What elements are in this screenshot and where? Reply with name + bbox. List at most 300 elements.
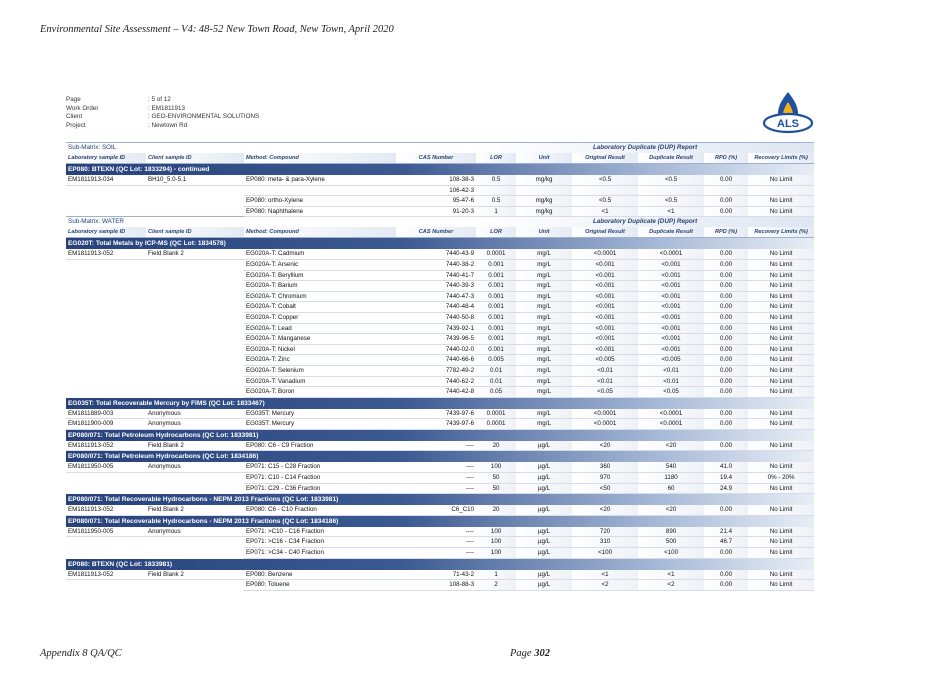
lor: 0.001 — [476, 270, 516, 281]
lab-sample-id — [66, 473, 146, 484]
client-sample-id — [146, 548, 244, 559]
table-row — [66, 259, 814, 270]
lor: 20 — [476, 441, 516, 451]
cas-number: 7440-66-6 — [396, 355, 476, 366]
cas-number: 7440-48-4 — [396, 302, 476, 313]
cas-number: 7440-38-2 — [396, 259, 476, 270]
unit: mg/L — [516, 355, 572, 366]
lor: 0.5 — [476, 175, 516, 185]
recovery-limits: No Limit — [748, 334, 814, 345]
original-result: <0.01 — [572, 365, 638, 376]
column-header-compound: Method: Compound — [244, 153, 396, 164]
column-header-original-result: Original Result — [572, 153, 638, 164]
rpd: 0.00 — [704, 344, 748, 355]
section-header — [66, 429, 814, 441]
client-sample-id — [146, 376, 244, 387]
duplicate-result: <0.001 — [638, 323, 704, 334]
table-row — [66, 419, 814, 430]
rpd: 46.7 — [704, 537, 748, 548]
meta-label: Project — [66, 121, 86, 129]
table-row — [66, 505, 814, 515]
cas-number: ---- — [396, 548, 476, 559]
original-result: 720 — [572, 527, 638, 537]
unit: mg/L — [516, 419, 572, 430]
cas-number: C6_C10 — [396, 505, 476, 515]
document-footer-page — [510, 648, 550, 659]
duplicate-result: 540 — [638, 462, 704, 472]
sub-matrix-label: Sub-Matrix: SOIL — [66, 143, 476, 154]
duplicate-result: <0.01 — [638, 365, 704, 376]
duplicate-result — [638, 185, 704, 196]
client-sample-id: Field Blank 2 — [146, 505, 244, 515]
compound: EG020A-T: Arsenic — [244, 259, 396, 270]
section-header — [66, 558, 814, 570]
original-result: <100 — [572, 548, 638, 559]
table-row — [66, 344, 814, 355]
original-result: <0.001 — [572, 334, 638, 345]
duplicate-result: <1 — [638, 206, 704, 217]
column-header-unit: Unit — [516, 153, 572, 164]
recovery-limits: No Limit — [748, 355, 814, 366]
meta-value: : EM1811913 — [148, 104, 185, 112]
lor: 0.001 — [476, 344, 516, 355]
unit: mg/kg — [516, 175, 572, 185]
lab-sample-id — [66, 376, 146, 387]
unit: mg/L — [516, 409, 572, 419]
recovery-limits: No Limit — [748, 537, 814, 548]
rpd: 41.0 — [704, 462, 748, 472]
unit: mg/L — [516, 376, 572, 387]
client-sample-id — [146, 344, 244, 355]
cas-number: ---- — [396, 483, 476, 494]
original-result: <50 — [572, 483, 638, 494]
cas-number: 7440-02-0 — [396, 344, 476, 355]
unit: mg/L — [516, 312, 572, 323]
duplicate-result: 60 — [638, 483, 704, 494]
client-sample-id: Anonymous — [146, 527, 244, 537]
rpd: 0.00 — [704, 419, 748, 430]
column-header-client-sample-id: Client sample ID — [146, 153, 244, 164]
duplicate-result: 1180 — [638, 473, 704, 484]
sub-matrix-label: Sub-Matrix: WATER — [66, 217, 476, 228]
unit: mg/L — [516, 344, 572, 355]
report-title: Laboratory Duplicate (DUP) Report — [476, 143, 814, 154]
lor: 0.005 — [476, 355, 516, 366]
client-sample-id — [146, 580, 244, 591]
rpd: 21.4 — [704, 527, 748, 537]
lor: 50 — [476, 473, 516, 484]
duplicate-result: <0.001 — [638, 312, 704, 323]
compound: EP071: C15 - C28 Fraction — [244, 462, 396, 472]
unit: µg/L — [516, 537, 572, 548]
unit: mg/L — [516, 270, 572, 281]
cas-number: 7440-42-8 — [396, 387, 476, 398]
rpd: 24.9 — [704, 483, 748, 494]
cas-number: 91-20-3 — [396, 206, 476, 217]
client-sample-id — [146, 185, 244, 196]
recovery-limits: 0% - 20% — [748, 473, 814, 484]
column-header-rpd: RPD (%) — [704, 227, 748, 238]
table-row — [66, 580, 814, 591]
meta-label: Work Order — [66, 104, 99, 112]
lab-sample-id — [66, 344, 146, 355]
section-header — [66, 238, 814, 250]
recovery-limits: No Limit — [748, 291, 814, 302]
column-header-recovery-limits: Recovery Limits (%) — [748, 227, 814, 238]
lab-sample-id: EM1811913-052 — [66, 441, 146, 451]
rpd: 0.00 — [704, 196, 748, 207]
lor: 100 — [476, 548, 516, 559]
client-sample-id — [146, 291, 244, 302]
section-title: EP080/071: Total Recoverable Hydrocarbons - NEPM 2013 Fractions (QC Lot: 1833981) — [66, 494, 814, 506]
sub-matrix-row — [66, 143, 814, 154]
rpd: 0.00 — [704, 259, 748, 270]
client-sample-id: Anonymous — [146, 409, 244, 419]
compound: EG020A-T: Vanadium — [244, 376, 396, 387]
rpd: 19.4 — [704, 473, 748, 484]
document-header: Environmental Site Assessment – V4: 48-52 New Town Road, New Town, April 2020 — [40, 24, 394, 35]
compound: EG020A-T: Selenium — [244, 365, 396, 376]
duplicate-result: <100 — [638, 548, 704, 559]
table-row — [66, 365, 814, 376]
duplicate-result: <0.001 — [638, 259, 704, 270]
rpd: 0.00 — [704, 206, 748, 217]
section-title: EP080: BTEXN (QC Lot: 1833294) - continued — [66, 164, 814, 176]
unit: mg/L — [516, 365, 572, 376]
report-title: Laboratory Duplicate (DUP) Report — [476, 217, 814, 228]
meta-label: Page — [66, 96, 81, 103]
table-row — [66, 441, 814, 451]
rpd: 0.00 — [704, 409, 748, 419]
lor: 1 — [476, 206, 516, 217]
lor: 100 — [476, 537, 516, 548]
recovery-limits: No Limit — [748, 527, 814, 537]
lab-sample-id: EM1811900-009 — [66, 419, 146, 430]
recovery-limits: No Limit — [748, 505, 814, 515]
compound: EP080: meta- & para-Xylene — [244, 175, 396, 185]
table-row — [66, 376, 814, 387]
client-sample-id: Anonymous — [146, 419, 244, 430]
lab-sample-id — [66, 537, 146, 548]
client-sample-id — [146, 537, 244, 548]
lor: 0.001 — [476, 302, 516, 313]
lor — [476, 185, 516, 196]
original-result: <1 — [572, 206, 638, 217]
section-header — [66, 397, 814, 409]
lab-sample-id — [66, 355, 146, 366]
lor: 20 — [476, 505, 516, 515]
recovery-limits: No Limit — [748, 409, 814, 419]
meta-row — [66, 122, 814, 131]
compound: EG020A-T: Boron — [244, 387, 396, 398]
cas-number: 95-47-6 — [396, 196, 476, 207]
original-result: <1 — [572, 570, 638, 580]
lab-sample-id — [66, 548, 146, 559]
cas-number: 71-43-2 — [396, 570, 476, 580]
client-sample-id — [146, 473, 244, 484]
lor: 100 — [476, 527, 516, 537]
rpd: 0.00 — [704, 441, 748, 451]
lab-sample-id — [66, 291, 146, 302]
page-number: 302 — [534, 648, 550, 659]
recovery-limits: No Limit — [748, 302, 814, 313]
recovery-limits: No Limit — [748, 580, 814, 591]
lor: 100 — [476, 462, 516, 472]
cas-number: ---- — [396, 462, 476, 472]
meta-value: : GEO-ENVIRONMENTAL SOLUTIONS — [148, 113, 260, 120]
table-row — [66, 323, 814, 334]
lor: 0.05 — [476, 387, 516, 398]
column-header-lab-sample-id: Laboratory sample ID — [66, 153, 146, 164]
section-title: EP080/071: Total Recoverable Hydrocarbons - NEPM 2013 Fractions (QC Lot: 1834186) — [66, 515, 814, 527]
unit: µg/L — [516, 548, 572, 559]
lab-sample-id: EM1811950-005 — [66, 462, 146, 472]
table-row — [66, 355, 814, 366]
column-header-row — [66, 153, 814, 164]
table-row — [66, 537, 814, 548]
cas-number: 7440-41-7 — [396, 270, 476, 281]
recovery-limits: No Limit — [748, 249, 814, 259]
lab-sample-id — [66, 196, 146, 207]
compound: EP071: >C10 - C16 Fraction — [244, 527, 396, 537]
rpd: 0.00 — [704, 312, 748, 323]
table-row — [66, 206, 814, 217]
lab-sample-id — [66, 281, 146, 292]
section-title: EG020T: Total Metals by ICP-MS (QC Lot: 1834578) — [66, 238, 814, 250]
client-sample-id — [146, 206, 244, 217]
original-result: <0.001 — [572, 281, 638, 292]
document-footer-left: Appendix 8 QA/QC — [40, 648, 122, 659]
recovery-limits: No Limit — [748, 365, 814, 376]
recovery-limits — [748, 185, 814, 196]
column-header-unit: Unit — [516, 227, 572, 238]
original-result: <0.01 — [572, 376, 638, 387]
table-row — [66, 302, 814, 313]
cas-number: 7440-47-3 — [396, 291, 476, 302]
lab-sample-id: EM1811913-052 — [66, 570, 146, 580]
table-row — [66, 570, 814, 580]
duplicate-result: <0.001 — [638, 334, 704, 345]
column-header-recovery-limits: Recovery Limits (%) — [748, 153, 814, 164]
duplicate-report-table — [66, 142, 814, 591]
recovery-limits: No Limit — [748, 206, 814, 217]
original-result: <0.05 — [572, 387, 638, 398]
meta-value: : 5 of 12 — [148, 96, 171, 103]
client-sample-id: Field Blank 2 — [146, 570, 244, 580]
original-result: 360 — [572, 462, 638, 472]
compound: EG020A-T: Barium — [244, 281, 396, 292]
lor: 0.01 — [476, 376, 516, 387]
unit: µg/L — [516, 462, 572, 472]
lab-sample-id — [66, 365, 146, 376]
lab-sample-id: EM1811889-003 — [66, 409, 146, 419]
unit: µg/L — [516, 505, 572, 515]
column-header-duplicate-result: Duplicate Result — [638, 227, 704, 238]
lor: 0.001 — [476, 281, 516, 292]
duplicate-result: <0.5 — [638, 175, 704, 185]
compound: EG035T: Mercury — [244, 419, 396, 430]
section-header — [66, 494, 814, 506]
column-header-lor: LOR — [476, 227, 516, 238]
rpd: 0.00 — [704, 175, 748, 185]
lor: 0.01 — [476, 365, 516, 376]
original-result: <0.001 — [572, 291, 638, 302]
duplicate-result: <0.001 — [638, 270, 704, 281]
table-row — [66, 473, 814, 484]
client-sample-id: BH10_5.0-5.1 — [146, 175, 244, 185]
unit: mg/kg — [516, 196, 572, 207]
compound: EG020A-T: Copper — [244, 312, 396, 323]
rpd: 0.00 — [704, 249, 748, 259]
column-header-compound: Method: Compound — [244, 227, 396, 238]
meta-list — [66, 96, 814, 130]
lab-sample-id — [66, 185, 146, 196]
rpd: 0.00 — [704, 281, 748, 292]
duplicate-result: <0.001 — [638, 281, 704, 292]
lab-sample-id — [66, 302, 146, 313]
client-sample-id — [146, 312, 244, 323]
client-sample-id — [146, 281, 244, 292]
table-row — [66, 334, 814, 345]
client-sample-id — [146, 365, 244, 376]
column-header-cas-number: CAS Number — [396, 227, 476, 238]
duplicate-result: <0.05 — [638, 387, 704, 398]
original-result: 310 — [572, 537, 638, 548]
lor: 0.0001 — [476, 409, 516, 419]
rpd: 0.00 — [704, 291, 748, 302]
rpd: 0.00 — [704, 355, 748, 366]
recovery-limits: No Limit — [748, 376, 814, 387]
compound: EP080: C6 - C10 Fraction — [244, 505, 396, 515]
original-result: <2 — [572, 580, 638, 591]
table-row — [66, 409, 814, 419]
client-sample-id: Anonymous — [146, 462, 244, 472]
original-result: <0.0001 — [572, 249, 638, 259]
original-result: <0.005 — [572, 355, 638, 366]
qc-report — [66, 96, 814, 591]
duplicate-result: <0.01 — [638, 376, 704, 387]
duplicate-result: <0.0001 — [638, 409, 704, 419]
client-sample-id — [146, 355, 244, 366]
recovery-limits: No Limit — [748, 441, 814, 451]
recovery-limits: No Limit — [748, 344, 814, 355]
duplicate-result: <0.5 — [638, 196, 704, 207]
recovery-limits: No Limit — [748, 196, 814, 207]
table-row — [66, 249, 814, 259]
compound: EG020A-T: Chromium — [244, 291, 396, 302]
column-header-row — [66, 227, 814, 238]
compound: EG020A-T: Nickel — [244, 344, 396, 355]
unit: µg/L — [516, 483, 572, 494]
lab-sample-id: EM1811913-052 — [66, 249, 146, 259]
compound: EG020A-T: Zinc — [244, 355, 396, 366]
unit: µg/L — [516, 441, 572, 451]
unit: mg/L — [516, 259, 572, 270]
recovery-limits: No Limit — [748, 312, 814, 323]
table-row — [66, 175, 814, 185]
lor: 1 — [476, 570, 516, 580]
lor: 0.001 — [476, 323, 516, 334]
duplicate-result: 890 — [638, 527, 704, 537]
section-header — [66, 164, 814, 176]
unit: mg/L — [516, 291, 572, 302]
original-result: <0.0001 — [572, 409, 638, 419]
rpd: 0.00 — [704, 570, 748, 580]
table-row — [66, 387, 814, 398]
duplicate-result: 500 — [638, 537, 704, 548]
lor: 2 — [476, 580, 516, 591]
lor: 0.001 — [476, 259, 516, 270]
section-title: EP080/071: Total Petroleum Hydrocarbons (QC Lot: 1834186) — [66, 451, 814, 463]
table-row — [66, 527, 814, 537]
original-result: <0.001 — [572, 344, 638, 355]
compound: EG035T: Mercury — [244, 409, 396, 419]
compound: EG020A-T: Cobalt — [244, 302, 396, 313]
rpd: 0.00 — [704, 580, 748, 591]
column-header-cas-number: CAS Number — [396, 153, 476, 164]
lab-sample-id: EM1811950-005 — [66, 527, 146, 537]
duplicate-result: <2 — [638, 580, 704, 591]
client-sample-id — [146, 196, 244, 207]
original-result: 970 — [572, 473, 638, 484]
original-result: <0.001 — [572, 270, 638, 281]
rpd: 0.00 — [704, 302, 748, 313]
column-header-original-result: Original Result — [572, 227, 638, 238]
unit: mg/L — [516, 387, 572, 398]
cas-number: 7439-97-6 — [396, 419, 476, 430]
recovery-limits: No Limit — [748, 270, 814, 281]
unit: mg/kg — [516, 206, 572, 217]
meta-label: Client — [66, 113, 83, 120]
cas-number: 7439-92-1 — [396, 323, 476, 334]
client-sample-id — [146, 270, 244, 281]
column-header-client-sample-id: Client sample ID — [146, 227, 244, 238]
duplicate-result: <0.001 — [638, 344, 704, 355]
unit: mg/L — [516, 281, 572, 292]
table-row — [66, 548, 814, 559]
recovery-limits: No Limit — [748, 175, 814, 185]
rpd: 0.00 — [704, 270, 748, 281]
lab-sample-id — [66, 312, 146, 323]
table-row — [66, 196, 814, 207]
cas-number: 108-88-3 — [396, 580, 476, 591]
meta-row — [66, 113, 814, 122]
lab-sample-id — [66, 387, 146, 398]
unit — [516, 185, 572, 196]
rpd: 0.00 — [704, 387, 748, 398]
original-result: <0.5 — [572, 175, 638, 185]
table-row — [66, 291, 814, 302]
unit: mg/L — [516, 334, 572, 345]
lab-sample-id — [66, 206, 146, 217]
original-result: <0.0001 — [572, 419, 638, 430]
recovery-limits: No Limit — [748, 259, 814, 270]
cas-number: 108-38-3 — [396, 175, 476, 185]
lor: 0.5 — [476, 196, 516, 207]
lab-sample-id: EM1811913-034 — [66, 175, 146, 185]
lab-sample-id — [66, 580, 146, 591]
cas-number: 7440-43-9 — [396, 249, 476, 259]
table-row — [66, 483, 814, 494]
svg-text:ALS: ALS — [777, 118, 799, 130]
client-sample-id — [146, 387, 244, 398]
cas-number: 7440-39-3 — [396, 281, 476, 292]
duplicate-result: <0.005 — [638, 355, 704, 366]
lab-sample-id — [66, 270, 146, 281]
compound: EP080: C6 - C9 Fraction — [244, 441, 396, 451]
unit: mg/L — [516, 323, 572, 334]
column-header-rpd: RPD (%) — [704, 153, 748, 164]
